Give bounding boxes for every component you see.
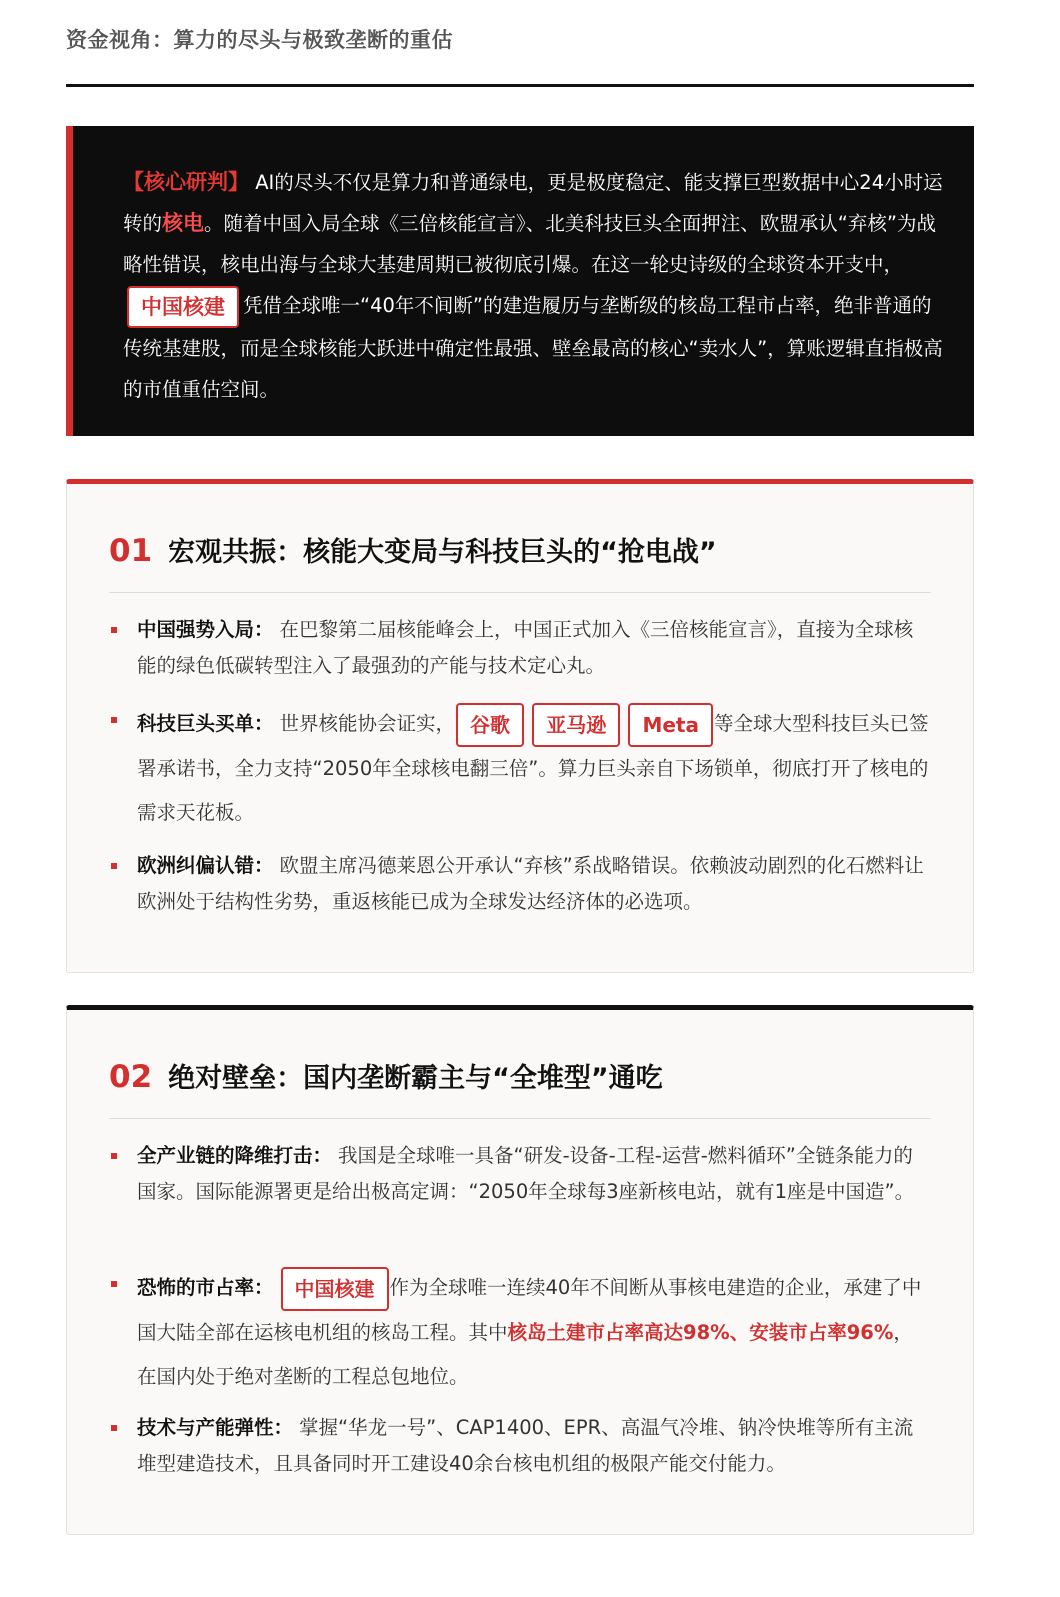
section-macro-resonance <box>66 479 974 973</box>
bullet-icon <box>111 1281 117 1287</box>
core-text-2: 。随着中国入局全球《三倍核能宣言》、北美科技巨头全面押注、欧盟承认“弃核”为战略性错误，核电出海与全球大基建周期已被彻底引爆。在这一轮史诗级的全球资本开支中， <box>123 212 936 276</box>
item-text-cont: ，在国内处于绝对垄断的工程总包地位。 <box>137 1320 913 1388</box>
item-text: 在巴黎第二届核能峰会上，中国正式加入《三倍核能宣言》，直接为全球核能的绿色低碳转型注入了最强劲的产能与技术定心丸。 <box>137 618 914 677</box>
bullet-icon <box>111 717 117 723</box>
section-number: 01 <box>109 533 153 569</box>
company-chip: 中国核建 <box>281 1267 389 1311</box>
bullet-icon <box>111 627 117 633</box>
page-title: 资金视角：算力的尽头与极致垄断的重估 <box>66 28 453 52</box>
section-absolute-moat <box>66 1005 974 1535</box>
bullet-icon <box>111 863 117 869</box>
item-text: 我国是全球唯一具备“研发-设备-工程-运营-燃料循环”全链条能力的国家。国际能源署更是给出极高定调：“2050年全球每3座新核电站，就有1座是中国造”。 <box>137 1144 915 1203</box>
item-label: 中国强势入局： <box>137 618 274 641</box>
title-divider <box>66 84 974 87</box>
section-heading <box>109 1056 663 1095</box>
item-label: 技术与产能弹性： <box>137 1416 294 1439</box>
company-chip-google: 谷歌 <box>456 703 524 747</box>
section-divider <box>109 1118 931 1119</box>
section-heading <box>109 530 717 569</box>
item-label: 欧洲纠偏认错： <box>137 854 274 877</box>
section-title: 绝对壁垒：国内垄断霸主与“全堆型”通吃 <box>168 1063 663 1094</box>
list-item <box>109 1138 931 1210</box>
bullet-icon <box>111 1153 117 1159</box>
item-text: 作为全球唯一连续40年不间断从事核电建造的企业，承建了中国大陆全部在运核电机组的核岛工程。其中 <box>137 1276 922 1344</box>
company-chip-meta: Meta <box>628 703 713 747</box>
list-item <box>109 1266 931 1399</box>
core-insight-box <box>66 126 974 436</box>
item-text: 世界核能协会证实， <box>279 712 456 735</box>
item-label: 恐怖的市占率： <box>137 1276 274 1299</box>
section-title: 宏观共振：核能大变局与科技巨头的“抢电战” <box>168 537 717 568</box>
list-item <box>109 702 931 835</box>
list-item <box>109 1410 931 1482</box>
item-text-cont: 等全球大型科技巨头已签署承诺书，全力支持“2050年全球核电翻三倍”。算力巨头亲自下场锁单，彻底打开了核电的需求天花板。 <box>137 712 929 824</box>
core-text-3: 凭借全球唯一“40年不间断”的建造履历与垄断级的核岛工程市占率，绝非普通的传统基建股，而是全球核能大跃进中确定性最强、壁垒最高的核心“卖水人”，算账逻辑直指极高的市值重估空间。 <box>123 294 943 401</box>
core-highlight: 核电 <box>162 211 205 235</box>
item-label: 科技巨头买单： <box>137 712 274 735</box>
item-text: 掌握“华龙一号”、CAP1400、EPR、高温气冷堆、钠冷快堆等所有主流堆型建造技术，且具备同时开工建设40余台核电机组的极限产能交付能力。 <box>137 1416 914 1475</box>
bullet-icon <box>111 1425 117 1431</box>
core-tag: 【核心研判】 <box>123 170 249 194</box>
company-chip: 中国核建 <box>127 286 239 328</box>
market-share-highlight: 核岛土建市占率高达98%、安装市占率96% <box>507 1320 894 1344</box>
section-divider <box>109 592 931 593</box>
list-item <box>109 848 931 920</box>
item-text: 欧盟主席冯德莱恩公开承认“弃核”系战略错误。依赖波动剧烈的化石燃料让欧洲处于结构性劣势，重返核能已成为全球发达经济体的必选项。 <box>137 854 924 913</box>
core-insight-text <box>123 162 943 410</box>
core-text-1: AI的尽头不仅是算力和普通绿电，更是极度稳定、能支撑巨型数据中心24小时运转的 <box>123 171 943 235</box>
item-label: 全产业链的降维打击： <box>137 1144 333 1167</box>
section-number: 02 <box>109 1059 153 1095</box>
company-chip-amazon: 亚马逊 <box>532 703 620 747</box>
list-item <box>109 612 931 684</box>
